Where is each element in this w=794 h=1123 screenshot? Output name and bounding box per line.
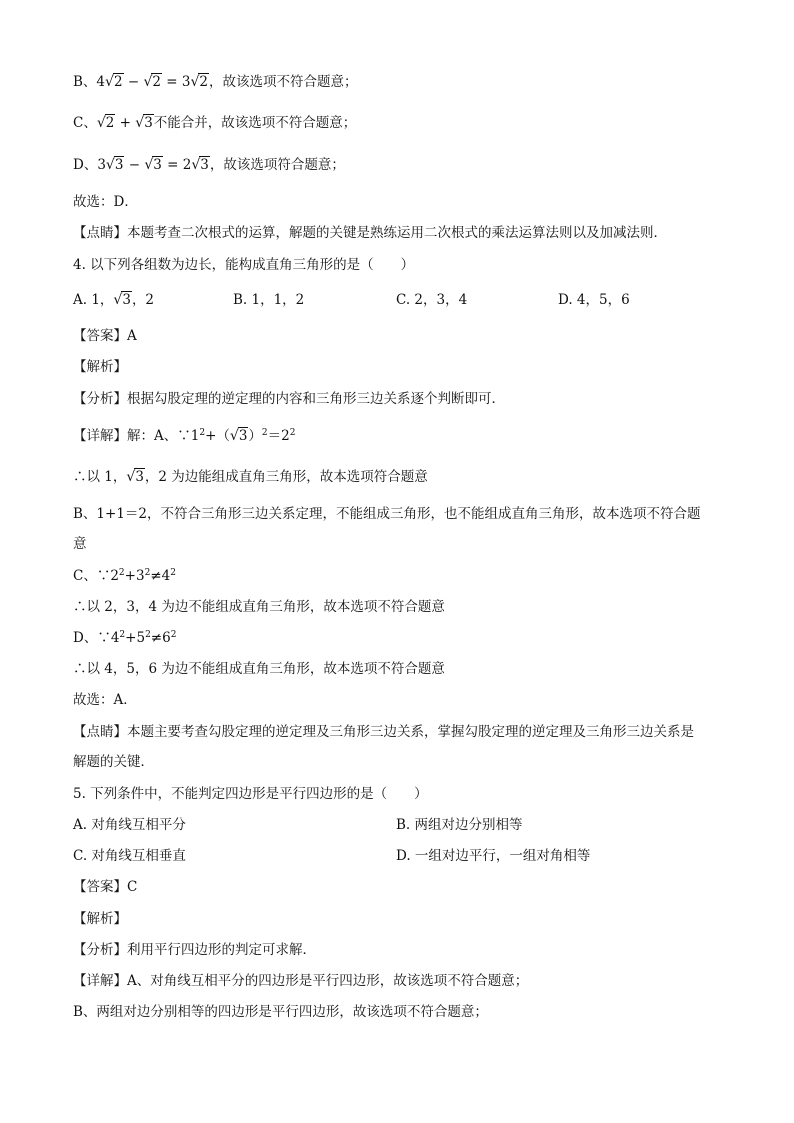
equals-part: = 3 <box>161 74 191 90</box>
q5-option-a: A. 对角线互相平分 <box>73 817 186 833</box>
option-c-analysis: C、$\because 2^2+3^2\ne 4^2$ <box>73 568 176 584</box>
option-c-conclusion: ∴以 2，3，4 为边不能组成直角三角形，故本选项不符合题意 <box>73 599 445 615</box>
detail-5: 【详解】A、对角线互相平分的四边形是平行四边形，故该选项不符合题意； <box>73 973 529 989</box>
option-d-conclusion: ∴以 4，5，6 为边不能组成直角三角形，故本选项不符合题意 <box>73 661 445 677</box>
q4-option-a: A. 1，√3，2 <box>73 292 155 308</box>
sqrt-expression: √3 <box>135 115 153 131</box>
line-prefix: C、 <box>73 115 97 131</box>
sqrt-expression: √2 <box>143 74 161 90</box>
minus-sign: − <box>124 157 145 173</box>
analysis-heading-4: 【解析】 <box>73 359 127 375</box>
analysis-4: 【分析】根据勾股定理的逆定理的内容和三角形三边关系逐个判断即可． <box>73 391 505 407</box>
sqrt-expression: √3 <box>144 157 162 173</box>
detail-4: 【详解】解：A、$\because 1^2+(√3)^2=2^2$ <box>73 428 296 444</box>
coefficient: 4 <box>96 74 106 90</box>
option-b-line <box>73 72 357 92</box>
answer-4: 【答案】A <box>73 328 137 344</box>
answer-5: 【答案】C <box>73 879 138 895</box>
comment-q3: 【点睛】本题考查二次根式的运算，解题的关键是熟练运用二次根式的乘法运算法则以及加减法则． <box>73 225 667 241</box>
minus-sign: − <box>123 74 144 90</box>
q4-option-b: B. 1，1，2 <box>233 292 305 308</box>
sqrt-expression: √3 <box>105 157 124 173</box>
option-b-analysis-2: 意 <box>73 536 87 552</box>
q4-option-c: C. 2，3，4 <box>396 292 468 308</box>
selection-d: 故选：D． <box>73 194 138 210</box>
sqrt-expression: √2 <box>105 74 123 90</box>
option-c-line <box>73 113 356 133</box>
q5-option-d: D. 一组对边平行，一组对角相等 <box>396 848 591 864</box>
analysis-5: 【分析】利用平行四边形的判定可求解． <box>73 942 316 958</box>
option-d-analysis: D、$\because 4^2+5^2\ne 6^2$ <box>73 630 177 646</box>
line-suffix: 不能合并，故该选项不符合题意； <box>153 115 357 131</box>
conclusion-a: ∴以 1，√3，2 为边能组成直角三角形，故本选项符合题意 <box>73 469 428 485</box>
selection-a: 故选：A． <box>73 692 137 708</box>
comment-q4-2: 解题的关键． <box>73 754 154 770</box>
q5-option-b: B. 两组对边分别相等 <box>396 817 523 833</box>
option-d-line <box>73 155 345 175</box>
sqrt-expression: √2 <box>96 115 115 131</box>
detail-5-b: B、两组对边分别相等的四边形是平行四边形，故该选项不符合题意； <box>73 1004 488 1020</box>
question-5: 5. 下列条件中，不能判定四边形是平行四边形的是（ ） <box>73 786 428 802</box>
plus-sign: + <box>115 115 136 131</box>
sqrt-expression: √3 <box>191 157 209 173</box>
analysis-heading-5: 【解析】 <box>73 911 127 927</box>
sqrt-expression: √2 <box>190 74 208 90</box>
line-suffix: ，故该选项不符合题意； <box>208 74 358 90</box>
question-4: 4. 以下列各组数为边长，能构成直角三角形的是（ ） <box>73 257 415 273</box>
comment-q4-1: 【点睛】本题主要考查勾股定理的逆定理及三角形三边关系，掌握勾股定理的逆定理及三角形三边关系是 <box>73 724 694 740</box>
line-prefix: B、 <box>73 74 97 90</box>
line-suffix: ，故该选项符合题意； <box>209 157 345 173</box>
q5-option-c: C. 对角线互相垂直 <box>73 848 186 864</box>
coefficient: 3 <box>97 157 106 173</box>
line-prefix: D、 <box>73 157 98 173</box>
option-b-analysis-1: B、1+1＝2，不符合三角形三边关系定理，不能组成三角形，也不能组成直角三角形，故本选项不符合题 <box>73 506 701 522</box>
q4-option-d: D. 4，5，6 <box>558 292 630 308</box>
equals-part: = 2 <box>162 157 192 173</box>
